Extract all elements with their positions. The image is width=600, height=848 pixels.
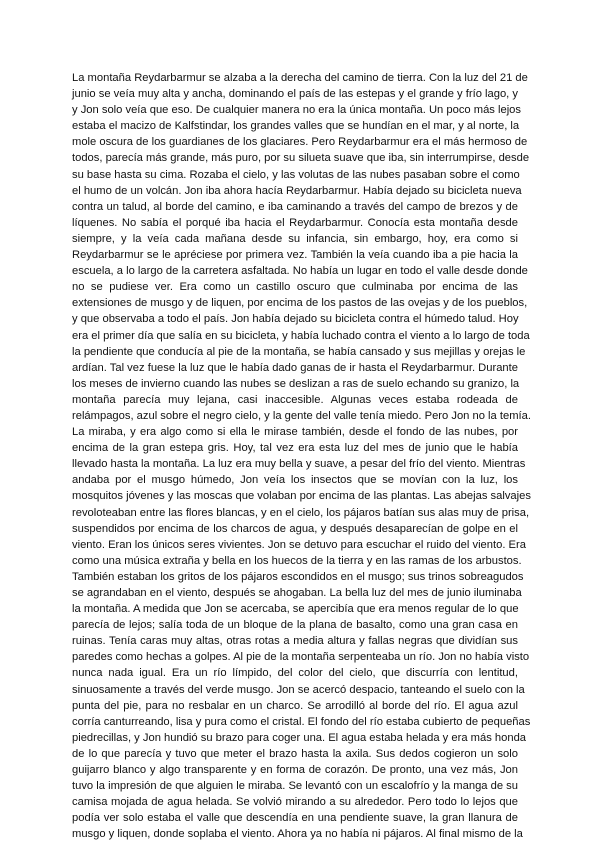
text-line: paredes como hechas a golpes. Al pie de la montaña serpenteaba un río. Jon no había visto xyxy=(72,651,530,664)
text-line: musgo y liquen, donde soplaba el viento. Ahora ya no había ni pájaros. Al final mismo de la xyxy=(72,828,523,841)
text-line: parecía de lejos; salía toda de un bloque de la plana de basalto, como una gran casa en xyxy=(72,619,518,632)
text-line: La miraba, y era algo como si ella le mirase también, desde el fondo de las nubes, por xyxy=(72,426,518,439)
text-line: montaña parecía muy lejana, casi inaccesible. Algunas veces estaba rodeada de xyxy=(72,393,518,406)
text-line: estaba el macizo de Kalfstindar, los grandes valles que se hundían en el mar, y al norte, la xyxy=(72,120,520,133)
text-line: escuela, a lo largo de la carretera asfaltada. No había un lugar en todo el valle desde donde xyxy=(72,265,528,278)
text-line: punta del pie, para no resbalar en un charco. Se arrodilló al borde del río. El agua azul xyxy=(72,699,518,712)
text-line: extensiones de musgo y de liquen, por encima de los pastos de las ovejas y de los pueblos, xyxy=(72,297,528,310)
text-line: Reydarbarmur se le apréciese por primera vez. También la veía cuando iba a pie hacia la xyxy=(72,249,518,262)
text-line: La montaña Reydarbarmur se alzaba a la derecha del camino de tierra. Con la luz del 21 de xyxy=(72,72,528,84)
text-line: su base hasta su cima. Rozaba el cielo, y las volutas de las nubes pasaban sobre el como xyxy=(72,168,520,181)
text-line: piedrecillas, y Jon hundió su brazo para coger una. El agua estaba helada y era más honda xyxy=(72,731,527,744)
text-line: viento. Eran los únicos seres vivientes. Jon se detuvo para escuchar el ruido del viento. Era xyxy=(72,538,526,551)
text-line: tuvo la impresión de que alguien le miraba. Se levantó con un escalofrío y la manga de su xyxy=(72,780,518,793)
text-line: siempre, y la veía cada mañana desde su infancia, sin embargo, hoy, era como si xyxy=(72,232,518,245)
text-line: todos, parecía más grande, más puro, por su silueta suave que iba, sin interrumpirse, desde xyxy=(72,152,530,165)
text-line: relámpagos, azul sobre el negro cielo, y la gente del valle tenía miedo. Pero Jon no la temía. xyxy=(72,409,531,422)
text-line: el humo de un volcán. Jon iba ahora hacía Reydarbarmur. Había dejado su bicicleta nueva xyxy=(72,184,522,197)
text-line: suspendidos por encima de los charcos de agua, y después desaparecían de golpe en el xyxy=(72,522,518,535)
text-line: llevado hasta la montaña. La luz era muy bella y suave, a pesar del frío del viento. Mientras xyxy=(72,458,526,471)
text-line: ardían. Tal vez fuese la luz que le había dado ganas de ir hasta el Reydarbarmur. Durante xyxy=(72,361,518,374)
text-line: se agrandaban en el viento, después se ahogaban. La bella luz del mes de junio iluminaba xyxy=(72,587,522,599)
text-line: mole oscura de los guardianes de los glaciares. Pero Reydarbarmur era el más hermoso de xyxy=(72,136,528,149)
text-line: ruinas. Tenía caras muy altas, otras rotas a media altura y fallas negras que dividían sus xyxy=(72,635,518,648)
text-line: contra un talud, al borde del camino, e iba caminando a través del campo de brezos y de xyxy=(72,200,518,213)
text-line: y Jon solo veía que eso. De cualquier manera no era la única montaña. Un poco más lejos xyxy=(72,104,522,117)
text-line: camisa mojada de agua helada. Se volvió mirando a su alrededor. Pero todo lo lejos que xyxy=(72,796,518,809)
document-page xyxy=(72,70,531,843)
text-line: no se pudiese ver. Era como un castillo oscuro que culminaba por encima de las xyxy=(72,281,518,294)
text-line: revoloteaban entre las flores blancas, y en el cielo, los pájaros batían sus alas muy de prisa, xyxy=(72,506,530,519)
text-line: líquenes. No sabía el porqué iba hacia el Reydarbarmur. Conocía esta montaña desde xyxy=(72,216,518,229)
text-line: podía ver solo estaba el valle que descendía en una pendiente suave, la gran llanura de xyxy=(72,812,518,825)
text-line: los meses de invierno cuando las nubes se deslizan a ras de suelo echando su granizo, la xyxy=(72,377,520,390)
text-line: y que observaba a todo el país. Jon había dejado su bicicleta contra el húmedo talud. Hoy xyxy=(72,313,519,326)
text-line: También estaban los gritos de los pájaros escondidos en el musgo; sus trinos sobreagudos xyxy=(72,570,524,583)
text-line: mosquitos jóvenes y las moscas que volaban por encima de las plantas. Las abejas salvajes xyxy=(72,490,531,503)
text-line: como una música extraña y bella en los huecos de la tierra y en las ramas de los arbustos. xyxy=(72,554,522,567)
text-line: sinuosamente a través del verde musgo. Jon se acercó despacio, tanteando el suelo con la xyxy=(72,683,525,696)
text-line: nunca nada igual. Era un río límpido, del color del cielo, que discurría con lentitud, xyxy=(72,667,518,680)
text-line: junio se veía muy alta y ancha, dominando el país de las estepas y el grande y frío lago, y xyxy=(72,88,518,101)
text-line: andaba por el musgo húmedo, Jon veía los insectos que se movían con la luz, los xyxy=(72,474,518,487)
text-line: la pendiente que conducía al pie de la montaña, se había cansado y sus mejillas y orejas le xyxy=(72,345,526,358)
text-line: de lo que parecía y tuvo que meter el brazo hasta la axila. Sus dedos cogieron un solo xyxy=(72,747,518,760)
text-line: la montaña. A medida que Jon se acercaba, se apercibía que era menos regular de lo que xyxy=(72,603,519,616)
text-line: encima de la gran estepa gris. Hoy, tal vez era esta luz del mes de junio que le había xyxy=(72,442,518,455)
text-line: corría canturreando, lisa y pura como el cristal. El fondo del río estaba cubierto de pequeñas xyxy=(72,715,531,728)
text-line: guijarro blanco y algo transparente y en forma de corazón. De pronto, una vez más, Jon xyxy=(72,764,518,777)
text-line: era el primer día que salía en su bicicleta, y había luchado contra el viento a lo largo de toda xyxy=(72,329,530,342)
